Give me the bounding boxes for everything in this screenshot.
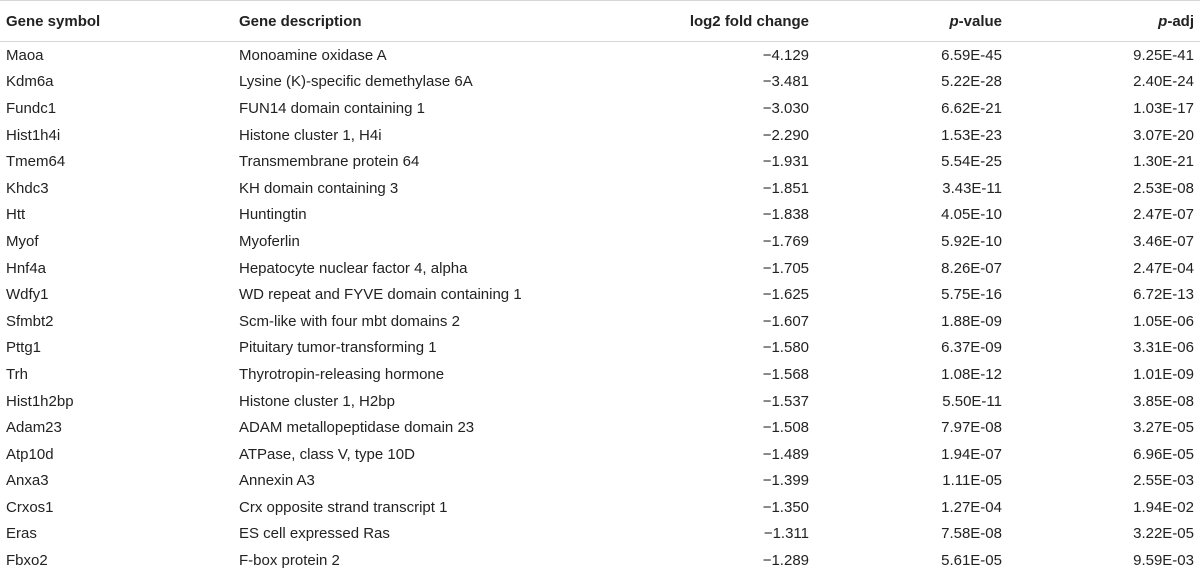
table-row [0,547,1200,574]
cell-p-value: 3.43E-11 [942,179,1002,197]
cell-p-adj: 6.72E-13 [1133,286,1194,304]
cell-p-value: 5.75E-16 [941,286,1002,304]
cell-p-adj: 2.47E-04 [1133,259,1194,277]
table-row [0,335,1200,362]
cell-gene-symbol: Tmem64 [6,153,66,171]
cell-gene-symbol: Hist1h2bp [6,392,74,410]
cell-p-adj: 3.07E-20 [1133,126,1194,144]
cell-p-value: 8.26E-07 [941,259,1002,277]
cell-gene-symbol: Trh [6,365,28,383]
cell-gene-symbol: Kdm6a [6,73,54,91]
cell-log2-fold-change: −3.481 [762,73,809,91]
cell-p-adj: 3.46E-07 [1133,232,1194,250]
header-row [0,1,1200,42]
header-gene-description: Gene description [239,1,649,42]
cell-p-value: 5.61E-05 [941,552,1002,570]
cell-log2-fold-change: −4.129 [762,46,809,64]
cell-gene-symbol: Eras [6,525,37,543]
table-row [0,468,1200,495]
cell-gene-symbol: Sfmbt2 [6,312,54,330]
cell-p-value: 1.53E-23 [941,126,1002,144]
cell-gene-symbol: Adam23 [6,419,62,437]
cell-p-value: 6.62E-21 [941,99,1002,117]
table-row [0,388,1200,415]
cell-p-value: 6.37E-09 [941,339,1002,357]
cell-p-adj: 3.85E-08 [1133,392,1194,410]
cell-log2-fold-change: −1.568 [762,365,809,383]
table-row [0,308,1200,335]
cell-p-adj: 6.96E-05 [1133,445,1194,463]
cell-log2-fold-change: −1.350 [762,498,809,516]
table-row [0,202,1200,229]
cell-gene-description: Transmembrane protein 64 [239,153,420,171]
cell-gene-description: F-box protein 2 [239,552,340,570]
cell-p-value: 4.05E-10 [941,206,1002,224]
cell-gene-symbol: Atp10d [6,445,54,463]
cell-p-value: 1.94E-07 [941,445,1002,463]
table-row [0,255,1200,282]
table-row [0,175,1200,202]
table-row [0,148,1200,175]
cell-p-value: 5.92E-10 [941,232,1002,250]
cell-gene-symbol: Myof [6,232,39,250]
cell-gene-description: Histone cluster 1, H2bp [239,392,395,410]
cell-p-adj: 1.30E-21 [1133,153,1194,171]
cell-log2-fold-change: −1.289 [762,552,809,570]
cell-gene-description: Annexin A3 [239,472,315,490]
cell-gene-description: ATPase, class V, type 10D [239,445,415,463]
cell-gene-description: Lysine (K)-specific demethylase 6A [239,73,473,91]
cell-p-adj: 9.59E-03 [1133,552,1194,570]
cell-p-value: 1.88E-09 [941,312,1002,330]
cell-p-adj: 9.25E-41 [1133,46,1194,64]
table-row [0,95,1200,122]
cell-gene-symbol: Khdc3 [6,179,49,197]
cell-log2-fold-change: −1.399 [762,472,809,490]
cell-gene-symbol: Anxa3 [6,472,49,490]
table-row [0,414,1200,441]
cell-gene-description: Monoamine oxidase A [239,46,387,64]
cell-p-adj: 2.47E-07 [1133,206,1194,224]
cell-log2-fold-change: −1.838 [762,206,809,224]
table-row [0,494,1200,521]
cell-p-value: 5.50E-11 [942,392,1002,410]
cell-gene-description: KH domain containing 3 [239,179,399,197]
table-row [0,228,1200,255]
cell-p-value: 1.08E-12 [941,365,1002,383]
cell-p-adj: 2.40E-24 [1133,73,1194,91]
cell-p-value: 5.22E-28 [941,73,1002,91]
cell-gene-description: FUN14 domain containing 1 [239,99,425,117]
cell-log2-fold-change: −1.931 [762,153,809,171]
cell-log2-fold-change: −1.580 [762,339,809,357]
cell-gene-description: Hepatocyte nuclear factor 4, alpha [239,259,468,277]
cell-gene-description: Histone cluster 1, H4i [239,126,382,144]
cell-gene-symbol: Pttg1 [6,339,42,357]
header-p-value [809,1,1002,42]
cell-gene-symbol: Htt [6,206,26,224]
table-row [0,69,1200,96]
cell-log2-fold-change: −3.030 [762,99,809,117]
cell-p-adj: 1.01E-09 [1133,365,1194,383]
cell-p-value: 6.59E-45 [941,46,1002,64]
cell-gene-symbol: Crxos1 [6,498,54,516]
cell-p-adj: 1.94E-02 [1133,498,1194,516]
table-row [0,521,1200,548]
cell-gene-symbol: Hnf4a [6,259,47,277]
cell-log2-fold-change: −1.489 [762,445,809,463]
cell-gene-symbol: Fundc1 [6,99,57,117]
cell-log2-fold-change: −1.508 [762,419,809,437]
table-row [0,441,1200,468]
cell-p-value: 5.54E-25 [941,153,1002,171]
cell-gene-description: Thyrotropin-releasing hormone [239,365,445,383]
cell-gene-description: WD repeat and FYVE domain containing 1 [239,286,522,304]
cell-gene-description: ADAM metallopeptidase domain 23 [239,419,475,437]
cell-gene-description: ES cell expressed Ras [239,525,390,543]
table-header [0,1,1200,42]
cell-p-adj: 3.31E-06 [1133,339,1194,357]
header-log2-fold-change: log2 fold change [649,1,809,42]
header-p-adj [1002,1,1200,42]
cell-p-value: 1.11E-05 [942,472,1002,490]
cell-log2-fold-change: −1.311 [763,525,809,543]
cell-p-adj: 1.03E-17 [1133,99,1194,117]
cell-log2-fold-change: −2.290 [762,126,809,144]
cell-p-adj: 2.55E-03 [1133,472,1194,490]
table-row [0,281,1200,308]
cell-gene-symbol: Wdfy1 [6,286,49,304]
cell-gene-symbol: Hist1h4i [6,126,61,144]
header-p-adj-rest: -adj [1167,12,1194,30]
cell-log2-fold-change: −1.537 [762,392,809,410]
cell-log2-fold-change: −1.607 [762,312,809,330]
cell-gene-symbol: Maoa [6,46,44,64]
cell-p-adj: 3.27E-05 [1133,419,1194,437]
cell-gene-description: Myoferlin [239,232,300,250]
table-row [0,122,1200,149]
table-row [0,361,1200,388]
header-gene-symbol: Gene symbol [0,1,239,42]
table-row [0,42,1200,69]
cell-p-value: 7.97E-08 [941,419,1002,437]
cell-log2-fold-change: −1.769 [762,232,809,250]
table-body [0,42,1200,574]
cell-log2-fold-change: −1.705 [762,259,809,277]
header-p-value-rest: -value [958,12,1002,30]
cell-gene-description: Huntingtin [239,206,307,224]
cell-gene-description: Pituitary tumor-transforming 1 [239,339,437,357]
cell-p-adj: 3.22E-05 [1133,525,1194,543]
cell-log2-fold-change: −1.625 [762,286,809,304]
cell-p-adj: 2.53E-08 [1133,179,1194,197]
cell-gene-description: Scm-like with four mbt domains 2 [239,312,460,330]
cell-p-value: 7.58E-08 [941,525,1002,543]
header-p-value-italic: p [949,12,959,30]
cell-p-value: 1.27E-04 [941,498,1002,516]
cell-gene-symbol: Fbxo2 [6,552,48,570]
cell-p-adj: 1.05E-06 [1133,312,1194,330]
header-p-adj-italic: p [1158,12,1168,30]
cell-gene-description: Crx opposite strand transcript 1 [239,498,448,516]
cell-log2-fold-change: −1.851 [762,179,809,197]
